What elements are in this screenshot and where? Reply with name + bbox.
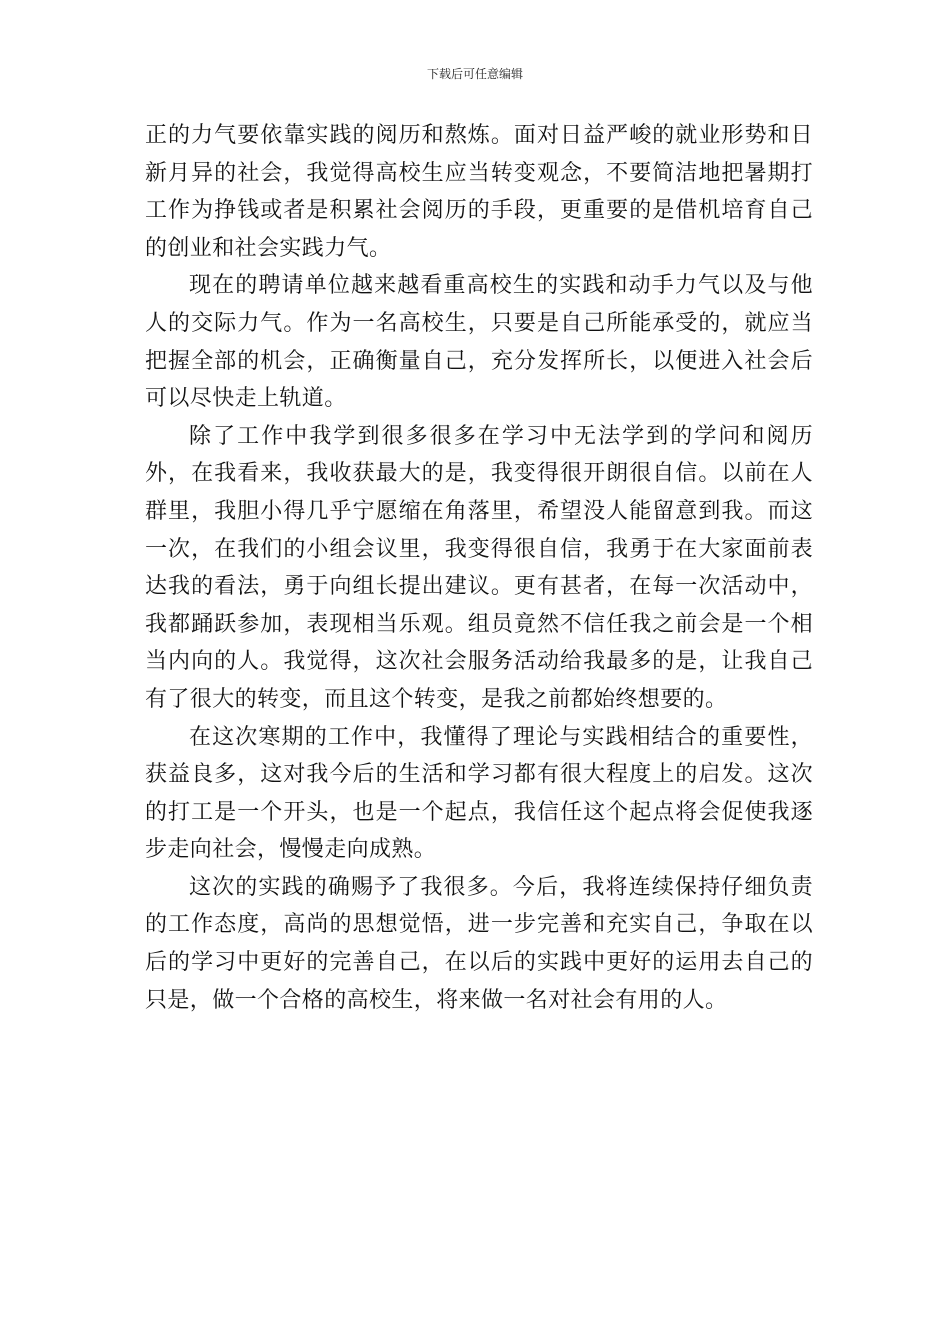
paragraph-2: 现在的聘请单位越来越看重高校生的实践和动手力气以及与他人的交际力气。作为一名高校生，只要是自己所能承受的，就应当把握全部的机会，正确衡量自己，充分发挥所长，以便进入社会后可以尽快走上轨道。	[145, 273, 813, 412]
paragraph-4: 在这次寒期的工作中，我懂得了理论与实践相结合的重要性，获益良多，这对我今后的生活和学习都有很大程度上的启发。这次的打工是一个开头，也是一个起点，我信任这个起点将会促使我逐步走向社会，慢慢走向成熟。	[145, 724, 813, 863]
page-header-note: 下载后可任意编辑	[426, 67, 523, 81]
paragraph-1: 正的力气要依靠实践的阅历和熬炼。面对日益严峻的就业形势和日新月异的社会，我觉得高校生应当转变观念，不要简洁地把暑期打工作为挣钱或者是积累社会阅历的手段，更重要的是借机培育自己的创业和社会实践力气。	[145, 123, 813, 261]
paragraph-5: 这次的实践的确赐予了我很多。今后，我将连续保持仔细负责的工作态度，高尚的思想觉悟，进一步完善和充实自己，争取在以后的学习中更好的完善自己，在以后的实践中更好的运用去自己的只是，做一个合格的高校生，将来做一名对社会有用的人。	[145, 874, 813, 1013]
paragraph-3: 除了工作中我学到很多很多在学习中无法学到的学问和阅历外，在我看来，我收获最大的是，我变得很开朗很自信。以前在人群里，我胆小得几乎宁愿缩在角落里，希望没人能留意到我。而这一次，在我们的小组会议里，我变得很自信，我勇于在大家面前表达我的看法，勇于向组长提出建议。更有甚者，在每一次活动中，我都踊跃参加，表现相当乐观。组员竟然不信任我之前会是一个相当内向的人。我觉得，这次社会服务活动给我最多的是，让我自己有了很大的转变，而且这个转变，是我之前都始终想要的。	[145, 423, 813, 712]
document-body	[145, 117, 813, 1019]
